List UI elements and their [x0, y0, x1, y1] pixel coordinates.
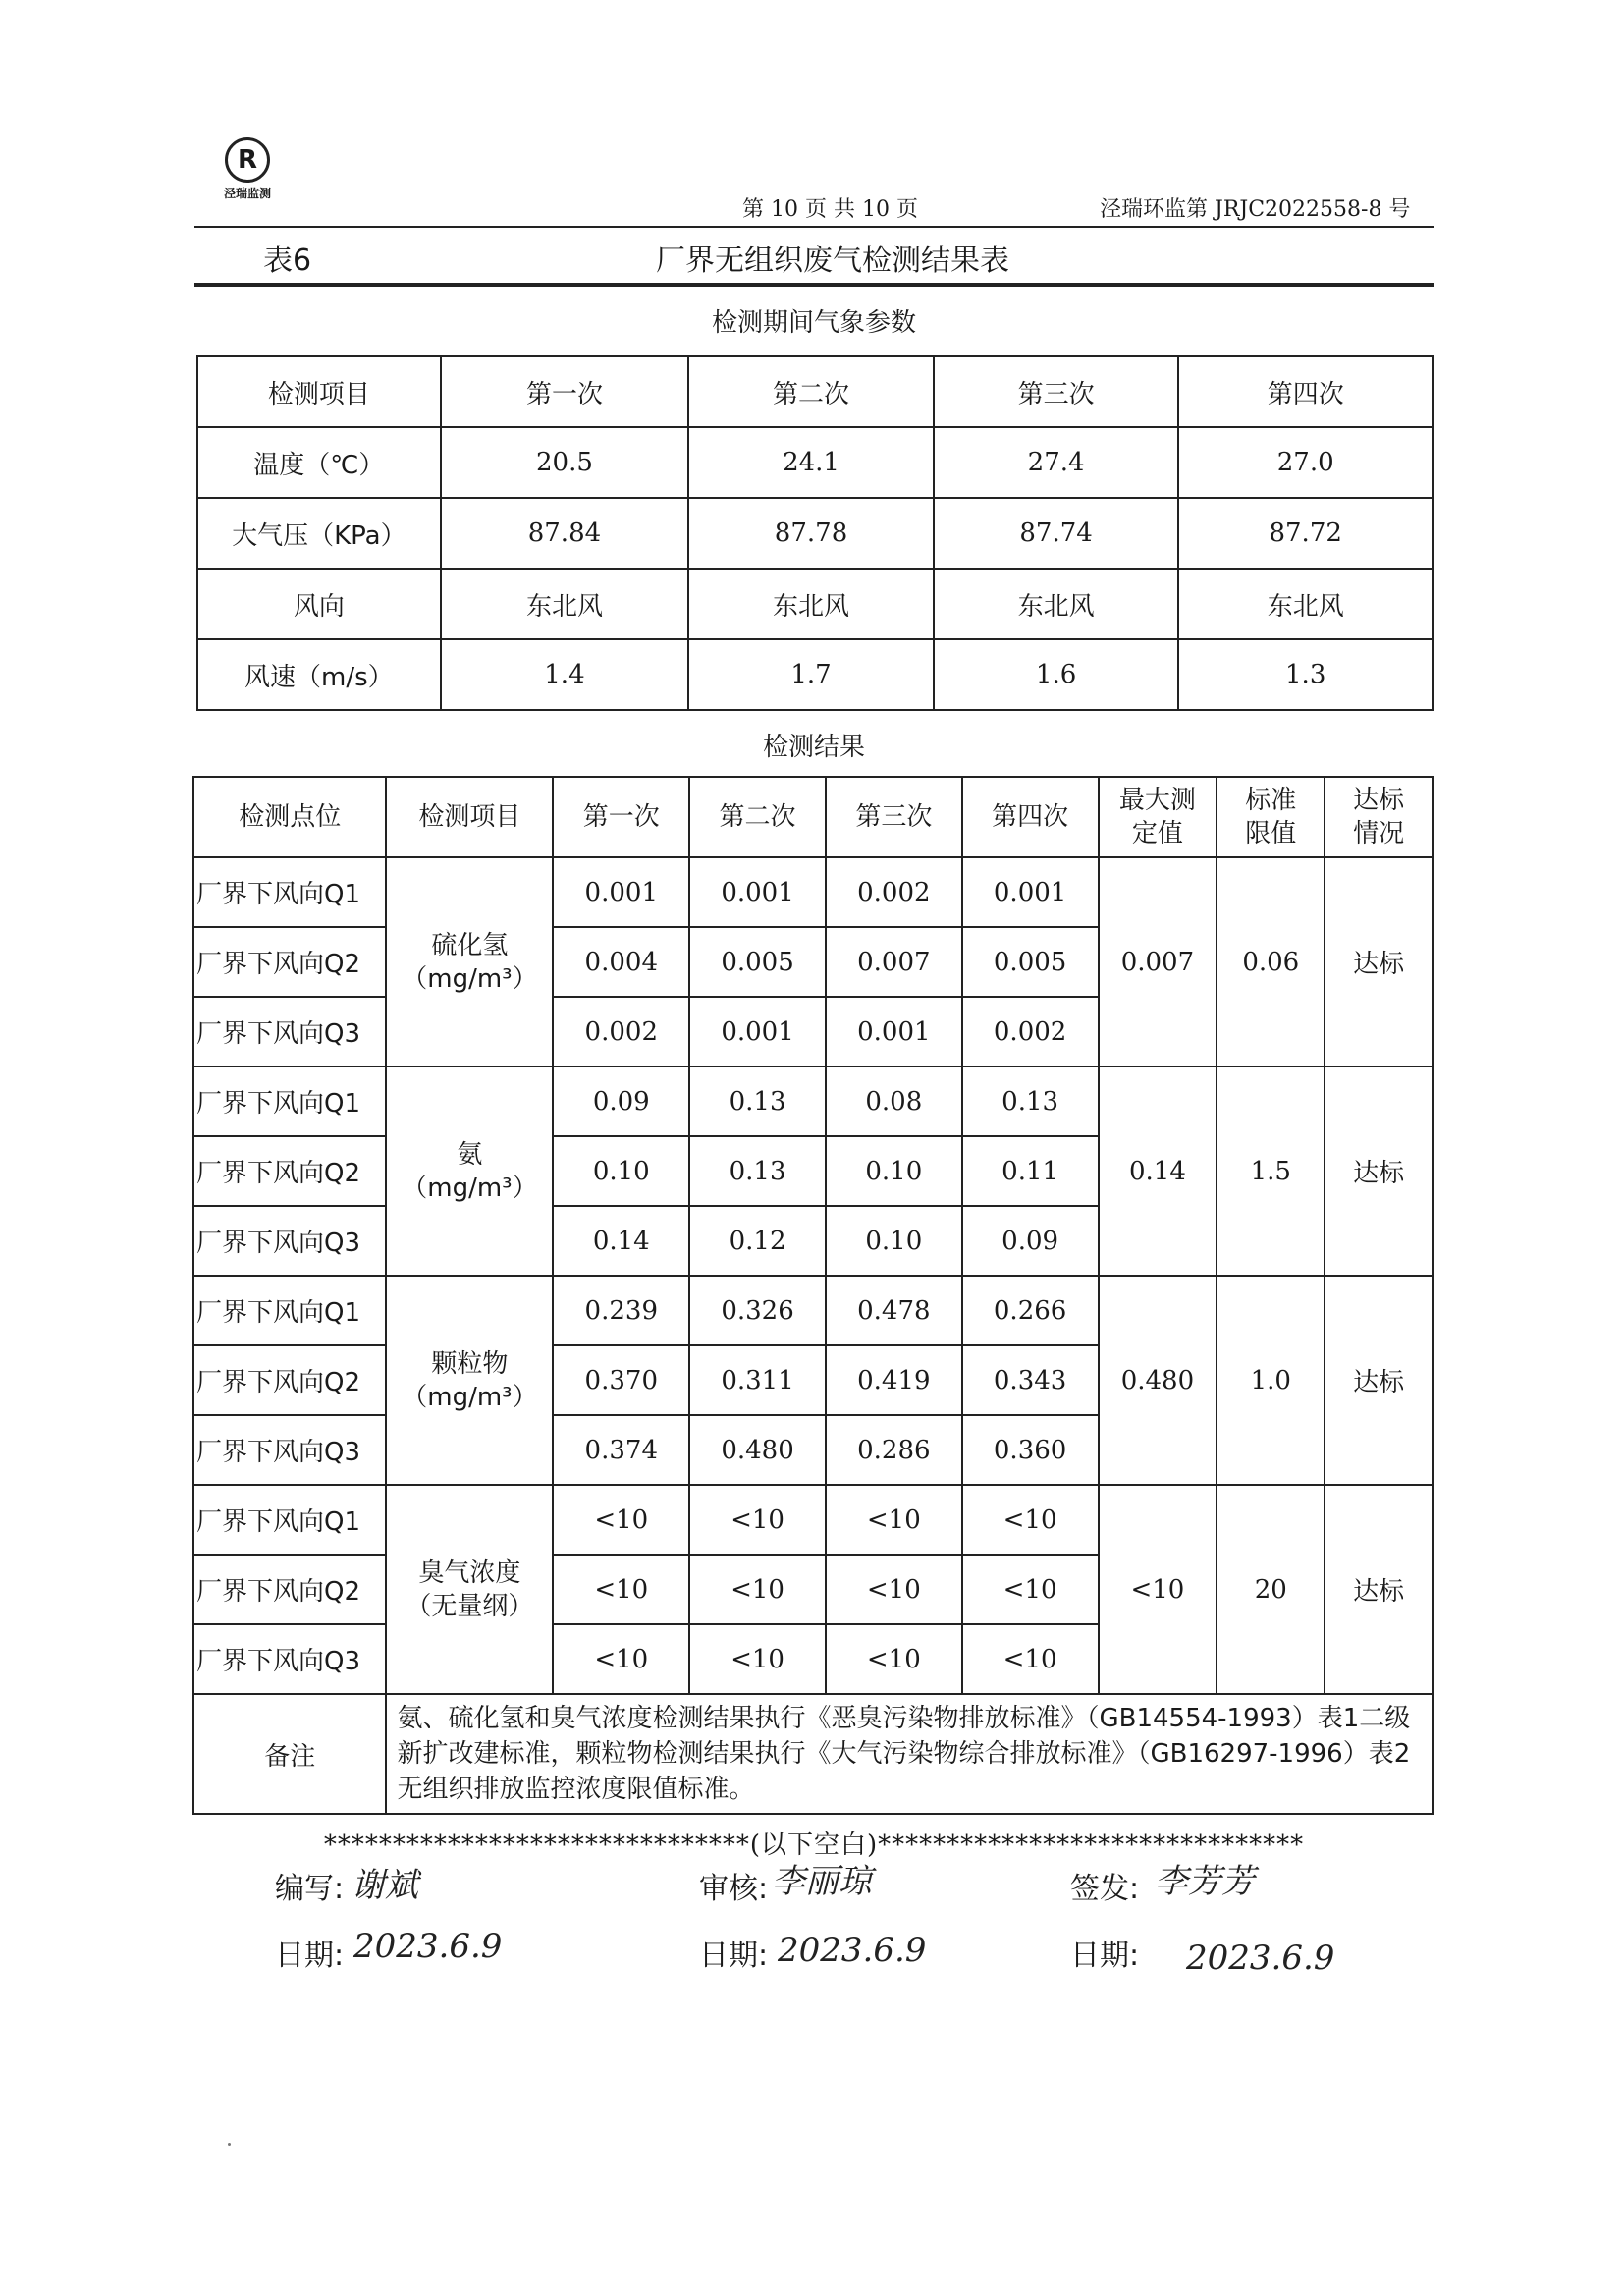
- value-cell: 0.001: [826, 997, 962, 1066]
- weather-header-row: [197, 356, 1433, 427]
- results-header-cell: 检测项目: [386, 777, 553, 857]
- value-cell: 0.326: [689, 1276, 826, 1345]
- value-cell: 0.419: [826, 1345, 962, 1415]
- logo-text: 泾瑞监测: [223, 187, 271, 200]
- weather-row-label: 温度（℃）: [197, 427, 441, 498]
- value-cell: 0.10: [826, 1136, 962, 1206]
- point-cell: 厂界下风向Q2: [193, 1345, 386, 1415]
- value-cell: 0.001: [689, 997, 826, 1066]
- notes-label: 备注: [193, 1694, 386, 1814]
- value-cell: 0.478: [826, 1276, 962, 1345]
- value-cell: <10: [962, 1624, 1099, 1694]
- status-cell: 达标: [1325, 857, 1433, 1066]
- point-cell: 厂界下风向Q2: [193, 1136, 386, 1206]
- table-row: [197, 639, 1433, 710]
- table-row: [193, 1485, 1433, 1555]
- item-cell: 臭气浓度 （无量纲）: [386, 1485, 553, 1694]
- results-header-cell: 第一次: [553, 777, 689, 857]
- reviewer-signature: 李丽琼: [772, 1862, 872, 1901]
- value-cell: 0.266: [962, 1276, 1099, 1345]
- weather-value: 1.6: [934, 639, 1179, 710]
- weather-section-title: 检测期间气象参数: [711, 308, 916, 338]
- point-cell: 厂界下风向Q3: [193, 1206, 386, 1276]
- weather-row-label: 风速（m/s）: [197, 639, 441, 710]
- value-cell: 0.286: [826, 1415, 962, 1485]
- value-cell: 0.343: [962, 1345, 1099, 1415]
- reviewer-date-label: 日期:: [699, 1939, 769, 1973]
- weather-value: 1.3: [1178, 639, 1433, 710]
- status-cell: 达标: [1325, 1276, 1433, 1485]
- value-cell: 0.002: [553, 997, 689, 1066]
- results-header-cell: 标准 限值: [1217, 777, 1325, 857]
- page-info: 第 10 页 共 10 页: [742, 197, 918, 222]
- value-cell: <10: [689, 1624, 826, 1694]
- approver-date: 2023.6.9: [1186, 1939, 1335, 1978]
- max-value-cell: 0.007: [1099, 857, 1217, 1066]
- value-cell: 0.005: [962, 927, 1099, 997]
- value-cell: 0.14: [553, 1206, 689, 1276]
- limit-cell: 1.5: [1217, 1066, 1325, 1276]
- weather-value: 27.4: [934, 427, 1179, 498]
- page-title: 厂界无组织废气检测结果表: [656, 244, 1009, 278]
- report-number: 泾瑞环监第 JRJC2022558-8 号: [1100, 197, 1411, 222]
- results-table: [192, 776, 1434, 1815]
- max-value-cell: 0.14: [1099, 1066, 1217, 1276]
- table-row: [193, 1276, 1433, 1345]
- value-cell: 0.09: [553, 1066, 689, 1136]
- weather-row-label: 风向: [197, 569, 441, 639]
- weather-value: 87.84: [441, 498, 689, 569]
- reviewer-label: 审核:: [699, 1872, 769, 1906]
- value-cell: 0.13: [689, 1066, 826, 1136]
- header-divider: [194, 226, 1434, 228]
- point-cell: 厂界下风向Q3: [193, 997, 386, 1066]
- value-cell: 0.374: [553, 1415, 689, 1485]
- item-cell: 颗粒物 （mg/m³）: [386, 1276, 553, 1485]
- point-cell: 厂界下风向Q3: [193, 1415, 386, 1485]
- logo-mark-icon: R: [225, 137, 270, 183]
- value-cell: 0.10: [553, 1136, 689, 1206]
- weather-value: 东北风: [934, 569, 1179, 639]
- weather-value: 87.72: [1178, 498, 1433, 569]
- reviewer-date: 2023.6.9: [778, 1931, 927, 1970]
- table-label: 表6: [263, 244, 312, 278]
- value-cell: 0.370: [553, 1345, 689, 1415]
- value-cell: 0.001: [553, 857, 689, 927]
- writer-label: 编写:: [275, 1872, 345, 1906]
- table-row: [197, 427, 1433, 498]
- writer-date: 2023.6.9: [353, 1927, 503, 1966]
- item-cell: 氨 （mg/m³）: [386, 1066, 553, 1276]
- value-cell: 0.09: [962, 1206, 1099, 1276]
- value-cell: 0.001: [962, 857, 1099, 927]
- writer-date-label: 日期:: [275, 1939, 345, 1973]
- blank-line: *******************************(以下空白)*******************************: [323, 1831, 1305, 1860]
- limit-cell: 0.06: [1217, 857, 1325, 1066]
- value-cell: <10: [826, 1555, 962, 1624]
- point-cell: 厂界下风向Q1: [193, 1066, 386, 1136]
- scan-speck: [228, 2143, 231, 2146]
- weather-value: 1.4: [441, 639, 689, 710]
- point-cell: 厂界下风向Q2: [193, 1555, 386, 1624]
- weather-header-cell: 第一次: [441, 356, 689, 427]
- weather-table: [196, 355, 1434, 711]
- value-cell: <10: [826, 1624, 962, 1694]
- value-cell: <10: [826, 1485, 962, 1555]
- weather-row-label: 大气压（KPa）: [197, 498, 441, 569]
- value-cell: 0.239: [553, 1276, 689, 1345]
- value-cell: 0.11: [962, 1136, 1099, 1206]
- value-cell: 0.12: [689, 1206, 826, 1276]
- point-cell: 厂界下风向Q1: [193, 1276, 386, 1345]
- value-cell: <10: [553, 1555, 689, 1624]
- title-divider: [194, 283, 1434, 287]
- approver-label: 签发:: [1070, 1872, 1140, 1906]
- point-cell: 厂界下风向Q1: [193, 1485, 386, 1555]
- table-row: [197, 498, 1433, 569]
- value-cell: 0.005: [689, 927, 826, 997]
- value-cell: 0.08: [826, 1066, 962, 1136]
- value-cell: <10: [689, 1555, 826, 1624]
- limit-cell: 20: [1217, 1485, 1325, 1694]
- results-header-cell: 第四次: [962, 777, 1099, 857]
- results-header-cell: 第二次: [689, 777, 826, 857]
- status-cell: 达标: [1325, 1066, 1433, 1276]
- value-cell: 0.10: [826, 1206, 962, 1276]
- value-cell: 0.002: [826, 857, 962, 927]
- value-cell: 0.480: [689, 1415, 826, 1485]
- value-cell: <10: [962, 1485, 1099, 1555]
- weather-value: 27.0: [1178, 427, 1433, 498]
- results-header-row: [193, 777, 1433, 857]
- value-cell: 0.004: [553, 927, 689, 997]
- approver-signature: 李芳芳: [1155, 1862, 1255, 1901]
- weather-value: 东北风: [1178, 569, 1433, 639]
- limit-cell: 1.0: [1217, 1276, 1325, 1485]
- company-logo: [208, 137, 287, 206]
- value-cell: 0.002: [962, 997, 1099, 1066]
- item-cell: 硫化氢 （mg/m³）: [386, 857, 553, 1066]
- value-cell: <10: [689, 1485, 826, 1555]
- results-header-cell: 最大测 定值: [1099, 777, 1217, 857]
- weather-value: 20.5: [441, 427, 689, 498]
- point-cell: 厂界下风向Q1: [193, 857, 386, 927]
- results-header-cell: 第三次: [826, 777, 962, 857]
- value-cell: 0.360: [962, 1415, 1099, 1485]
- weather-header-cell: 第二次: [688, 356, 934, 427]
- status-cell: 达标: [1325, 1485, 1433, 1694]
- notes-row: [193, 1694, 1433, 1814]
- value-cell: <10: [553, 1624, 689, 1694]
- weather-value: 1.7: [688, 639, 934, 710]
- point-cell: 厂界下风向Q3: [193, 1624, 386, 1694]
- value-cell: <10: [553, 1485, 689, 1555]
- value-cell: 0.311: [689, 1345, 826, 1415]
- value-cell: 0.001: [689, 857, 826, 927]
- table-row: [193, 857, 1433, 927]
- results-section-title: 检测结果: [762, 733, 865, 762]
- results-header-cell: 达标 情况: [1325, 777, 1433, 857]
- results-header-cell: 检测点位: [193, 777, 386, 857]
- approver-date-label: 日期:: [1070, 1939, 1140, 1973]
- weather-header-cell: 第四次: [1178, 356, 1433, 427]
- weather-header-cell: 第三次: [934, 356, 1179, 427]
- value-cell: 0.13: [689, 1136, 826, 1206]
- weather-value: 24.1: [688, 427, 934, 498]
- value-cell: 0.13: [962, 1066, 1099, 1136]
- weather-value: 东北风: [688, 569, 934, 639]
- table-row: [197, 569, 1433, 639]
- max-value-cell: <10: [1099, 1485, 1217, 1694]
- point-cell: 厂界下风向Q2: [193, 927, 386, 997]
- writer-signature: 谢斌: [352, 1866, 418, 1905]
- max-value-cell: 0.480: [1099, 1276, 1217, 1485]
- weather-header-cell: 检测项目: [197, 356, 441, 427]
- weather-value: 东北风: [441, 569, 689, 639]
- weather-value: 87.74: [934, 498, 1179, 569]
- value-cell: 0.007: [826, 927, 962, 997]
- weather-value: 87.78: [688, 498, 934, 569]
- table-row: [193, 1066, 1433, 1136]
- value-cell: <10: [962, 1555, 1099, 1624]
- notes-text: 氨、硫化氢和臭气浓度检测结果执行《恶臭污染物排放标准》（GB14554-1993）表1二级新扩改建标准，颗粒物检测结果执行《大气污染物综合排放标准》（GB16297-1996）表2无组织排放监控浓度限值标准。: [386, 1694, 1433, 1814]
